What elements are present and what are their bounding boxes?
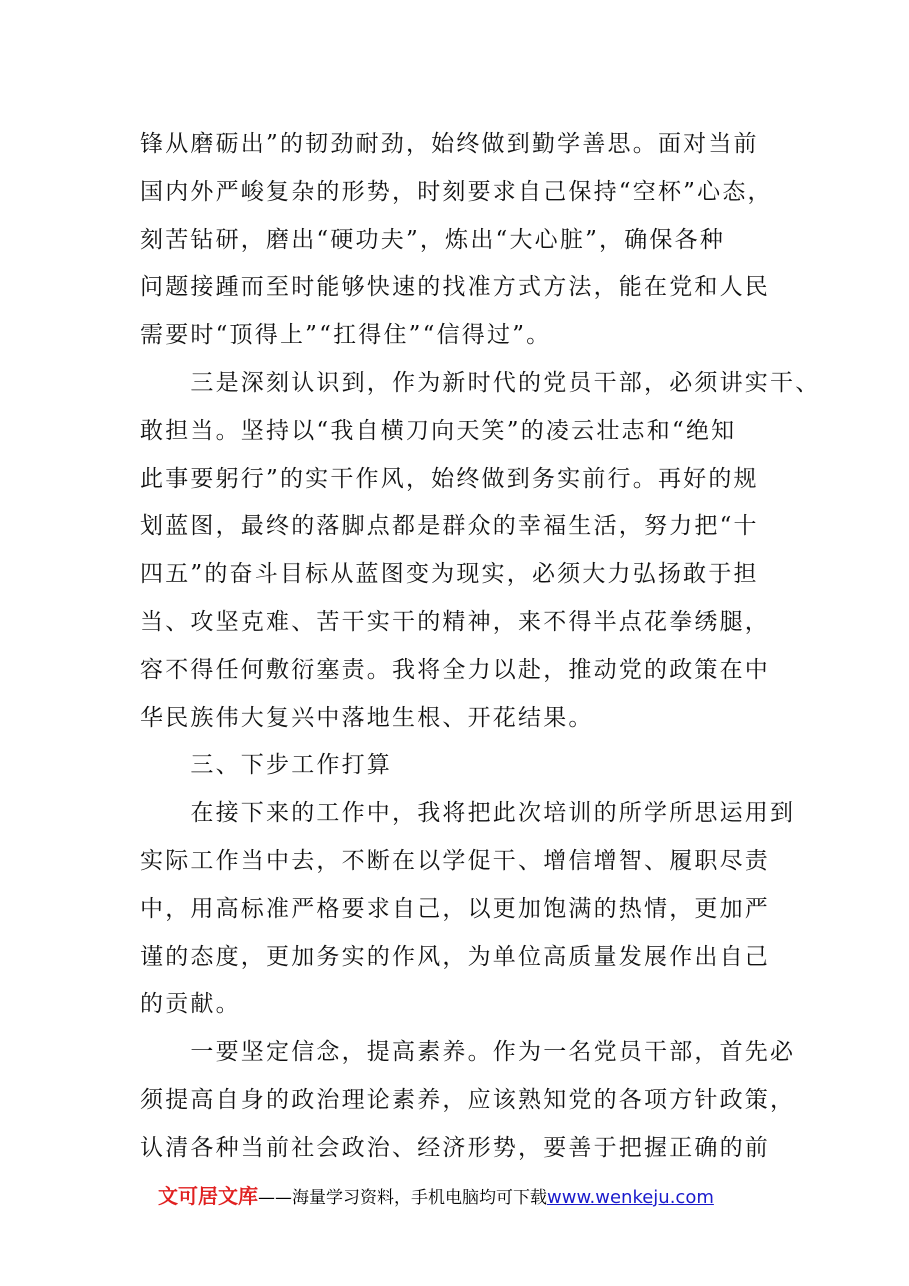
text-line: 在接下来的工作中，我将把此次培训的所学所思运用到: [140, 800, 796, 827]
text-line: 锋从磨砺出”的韧劲耐劲，始终做到勤学善思。面对当前: [140, 131, 759, 157]
text-line: 华民族伟大复兴中落地生根、开花结果。: [140, 704, 594, 731]
text-line: 当、攻坚克难、苦干实干的精神，来不得半点花拳绣腿，: [140, 608, 770, 635]
footer-link[interactable]: www.wenkeju.com: [547, 1187, 714, 1208]
text-line: 需要时“顶得上”“扛得住”“信得过”。: [140, 322, 552, 349]
text-line: 问题接踵而至时能够快速的找准方式方法，能在党和人民: [140, 274, 770, 301]
text-line: 容不得任何敷衍塞责。我将全力以赴，推动党的政策在中: [140, 656, 770, 683]
text-line: 刻苦钻研，磨出“硬功夫”，炼出“大心脏”，确保各种: [140, 226, 726, 253]
footer-banner: [158, 1181, 858, 1213]
text-line: 国内外严峻复杂的形势，时刻要求自己保持“空杯”心态，: [140, 178, 773, 205]
text-line: 此事要躬行”的实干作风，始终做到务实前行。再好的规: [140, 465, 759, 492]
text-line: 划蓝图，最终的落脚点都是群众的幸福生活，努力把“十: [140, 513, 759, 540]
text-line: 敢担当。坚持以“我自横刀向天笑”的凌云壮志和“绝知: [140, 417, 737, 444]
footer-brand: 文可居文库: [158, 1184, 258, 1208]
text-line: 谨的态度，更加务实的作风，为单位高质量发展作出自己: [140, 943, 770, 970]
body-text: [140, 126, 821, 1178]
footer-tagline: ——海量学习资料，手机电脑均可下载: [258, 1188, 547, 1208]
text-line: 中，用高标准严格要求自己，以更加饱满的热情，更加严: [140, 895, 770, 922]
text-line: 实际工作当中去，不断在以学促干、增信增智、履职尽责: [140, 847, 770, 874]
section-heading: 三、下步工作打算: [140, 752, 392, 779]
text-line: 三是深刻认识到，作为新时代的党员干部，必须讲实干、: [140, 369, 821, 396]
text-line: 四五”的奋斗目标从蓝图变为现实，必须大力弘扬敢于担: [140, 561, 759, 588]
text-line: 须提高自身的政治理论素养，应该熟知党的各项方针政策，: [140, 1086, 796, 1113]
text-line: 认清各种当前社会政治、经济形势，要善于把握正确的前: [140, 1134, 770, 1161]
text-line: 的贡献。: [140, 991, 241, 1018]
text-line: 一要坚定信念，提高素养。作为一名党员干部，首先必: [140, 1039, 796, 1066]
